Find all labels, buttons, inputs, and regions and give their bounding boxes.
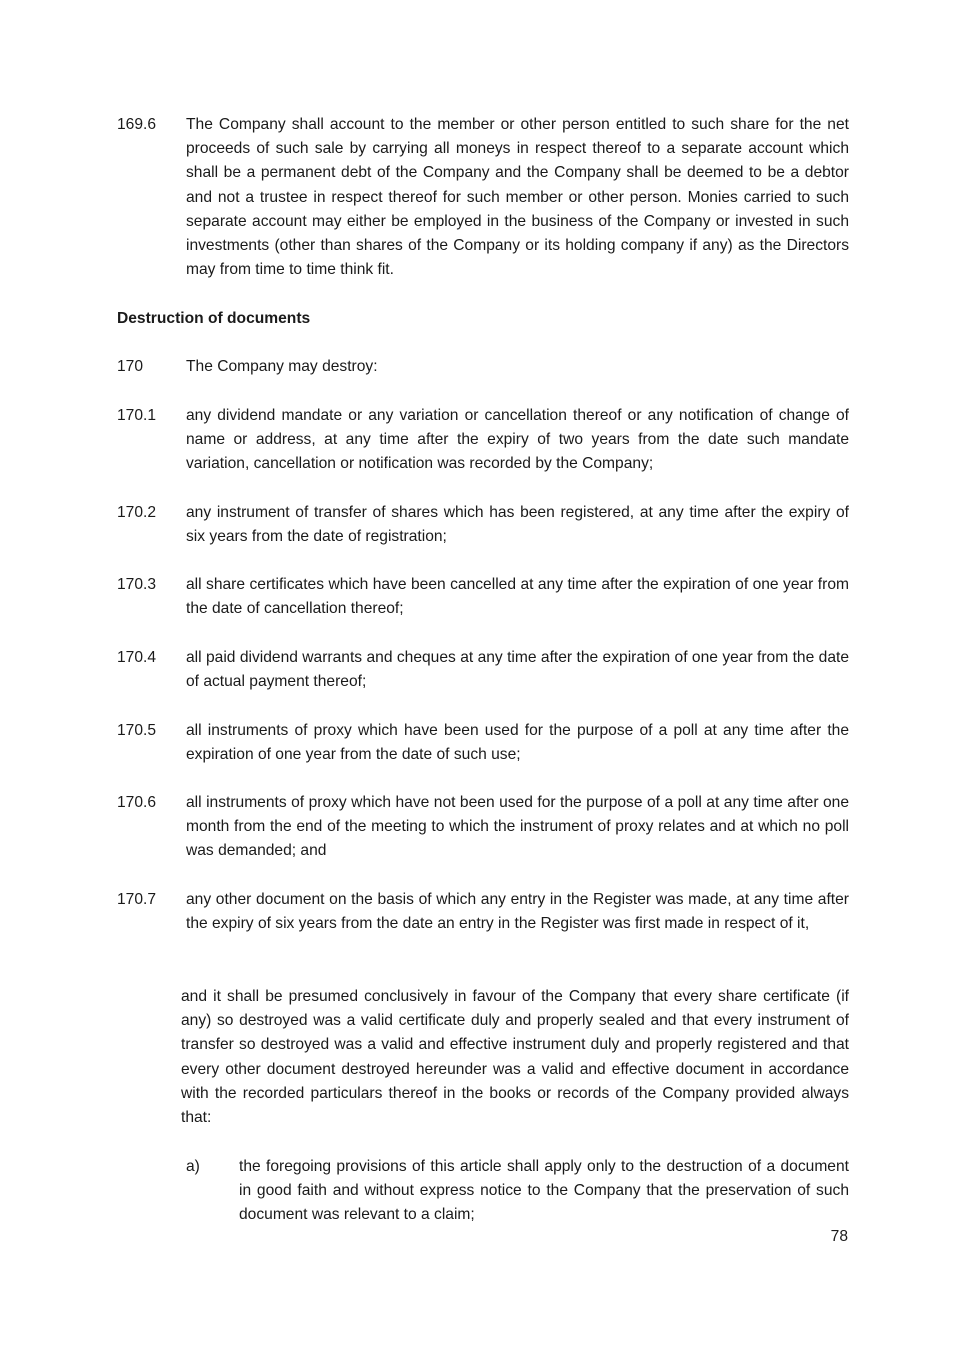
proviso-text: the foregoing provisions of this article shall apply only to the destruction of a document in good faith and without express notice to the Company that the preservation of such document was relevant to a claim; [239,1158,849,1224]
clause-number: 170.3 [117,576,157,593]
clause-text: all paid dividend warrants and cheques at any time after the expiration of one year from the date of actual payment thereof; [186,649,849,691]
clause-170-7 [117,888,849,936]
clause-number: 170 [117,358,144,375]
clause-number: 170.4 [117,649,157,666]
presumption-paragraph: and it shall be presumed conclusively in favour of the Company that every share certificate (if any) so destroyed was a valid certificate duly and properly sealed and that every instrument of transfer so destroyed was a valid and effective instrument duly and properly registered and that every other document destroyed hereunder was a valid and effective document in accordance with the recorded particulars thereof in the books or records of the Company provided always that: [181,988,849,1127]
clause-text: any dividend mandate or any variation or cancellation thereof or any notification of change of name or address, at any time after the expiry of two years from the date such mandate variation, cancellation or notification was recorded by the Company; [186,407,849,473]
clause-text: all instruments of proxy which have not been used for the purpose of a poll at any time after one month from the end of the meeting to which the instrument of proxy relates and at which no poll was demanded; and [186,794,849,860]
clause-169-6 [117,113,849,282]
clause-170 [117,355,849,379]
page-number: 78 [830,1228,848,1245]
proviso-label: a) [186,1158,200,1175]
clause-text: any instrument of transfer of shares which has been registered, at any time after the expiry of six years from the date of registration; [186,504,849,546]
clause-number: 170.7 [117,891,157,908]
clause-text: all instruments of proxy which have been used for the purpose of a poll at any time after the expiration of one year from the date of such use; [186,722,849,764]
clause-number: 169.6 [117,116,157,133]
clause-text: The Company may destroy: [186,358,378,375]
clause-number: 170.2 [117,504,157,521]
clause-170-3 [117,573,849,621]
clause-text: The Company shall account to the member or other person entitled to such share for the net proceeds of such sale by carrying all moneys in respect thereof to a separate account which shall be a permanent debt of the Company and the Company shall be deemed to be a debtor and not a trustee in respect thereof for such member or other person. Monies carried to such separate account may either be employed in the business of the Company or invested in such investments (other than shares of the Company or its holding company if any) as the Directors may from time to time think fit. [186,116,849,279]
clause-text: any other document on the basis of which any entry in the Register was made, at any time after the expiry of six years from the date an entry in the Register was first made in respect of it, [186,891,849,933]
clause-number: 170.6 [117,794,157,811]
clause-number: 170.1 [117,407,157,424]
clause-170-4 [117,646,849,694]
section-heading: Destruction of documents [117,310,311,327]
proviso-a [186,1155,849,1228]
clause-170-5 [117,719,849,767]
clause-text: all share certificates which have been cancelled at any time after the expiration of one year from the date of cancellation thereof; [186,576,849,618]
clause-170-1 [117,404,849,477]
clause-170-6 [117,791,849,864]
clause-number: 170.5 [117,722,157,739]
clause-170-2 [117,501,849,549]
